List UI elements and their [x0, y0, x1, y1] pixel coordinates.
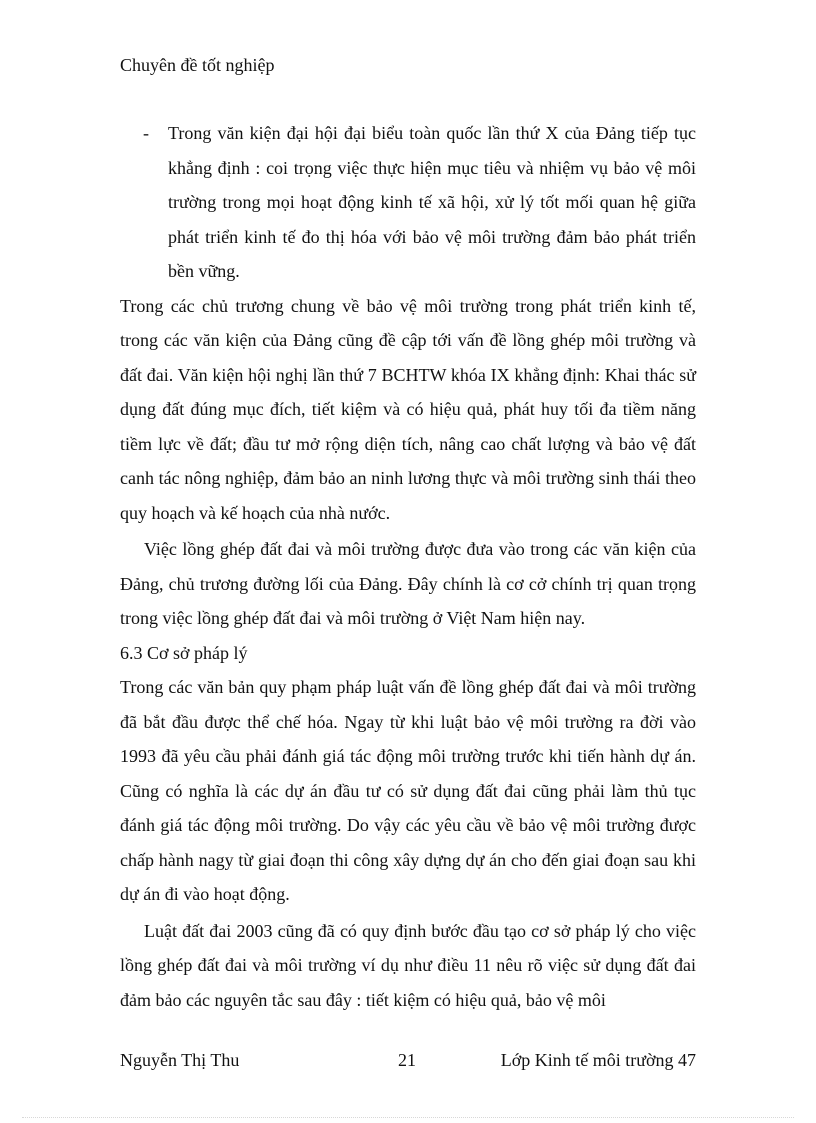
bullet-text: Trong văn kiện đại hội đại biểu toàn quốc lần thứ X của Đảng tiếp tục khẳng định : coi trọng việc thực hiện mục tiêu và nhiệm vụ bảo vệ môi trường trong mọi hoạt động kinh tế xã hội, xử lý tốt mối quan hệ giữa phát triển kinh tế đo thị hóa với bảo vệ môi trường đảm bảo phát triển bền vững.	[168, 123, 696, 281]
page-body	[120, 116, 696, 1017]
section-heading: 6.3 Cơ sở pháp lý	[120, 642, 248, 663]
paragraph: Trong các chủ trương chung về bảo vệ môi trường trong phát triển kinh tế, trong các văn kiện của Đảng cũng đề cập tới vấn đề lồng ghép môi trường và đất đai. Văn kiện hội nghị lần thứ 7 BCHTW khóa IX khẳng định: Khai thác sử dụng đất đúng mục đích, tiết kiệm và có hiệu quả, phát huy tối đa tiềm năng tiềm lực về đất; đầu tư mở rộng diện tích, nâng cao chất lượng và bảo vệ đất canh tác nông nghiệp, đảm bảo an ninh lương thực và môi trường sinh thái theo quy hoạch và kế hoạch của nhà nước.	[120, 295, 696, 523]
bullet-marker: -	[143, 123, 149, 143]
paragraph: Việc lồng ghép đất đai và môi trường được đưa vào trong các văn kiện của Đảng, chủ trương đường lối của Đảng. Đây chính là cơ cở chính trị quan trọng trong việc lồng ghép đất đai và môi trường ở Việt Nam hiện nay.	[120, 539, 696, 628]
footer-class-name: Lớp Kinh tế môi trường 47	[500, 1050, 696, 1070]
bullet-item	[120, 116, 696, 289]
page-number: 21	[398, 1050, 416, 1070]
page-bottom-divider	[22, 1117, 794, 1118]
page-footer	[120, 1046, 696, 1074]
paragraph: Trong các văn bản quy phạm pháp luật vấn đề lồng ghép đất đai và môi trường đã bắt đầu được thể chế hóa. Ngay từ khi luật bảo vệ môi trường ra đời vào 1993 đã yêu cầu phải đánh giá tác động môi trường trước khi tiến hành dự án. Cũng có nghĩa là các dự án đầu tư có sử dụng đất đai cũng phải làm thủ tục đánh giá tác động môi trường. Do vậy các yêu cầu về bảo vệ môi trường được chấp hành nagy từ giai đoạn thi công xây dựng dự án cho đến giai đoạn sau khi dự án đi vào hoạt động.	[120, 677, 696, 904]
page-header: Chuyên đề tốt nghiệp	[120, 55, 275, 75]
footer-author: Nguyễn Thị Thu	[120, 1050, 240, 1070]
paragraph: Luật đất đai 2003 cũng đã có quy định bước đầu tạo cơ sở pháp lý cho việc lồng ghép đất đai và môi trường ví dụ như điều 11 nêu rõ việc sử dụng đất đai đảm bảo các nguyên tắc sau đây : tiết kiệm có hiệu quả, bảo vệ môi	[120, 920, 696, 1010]
